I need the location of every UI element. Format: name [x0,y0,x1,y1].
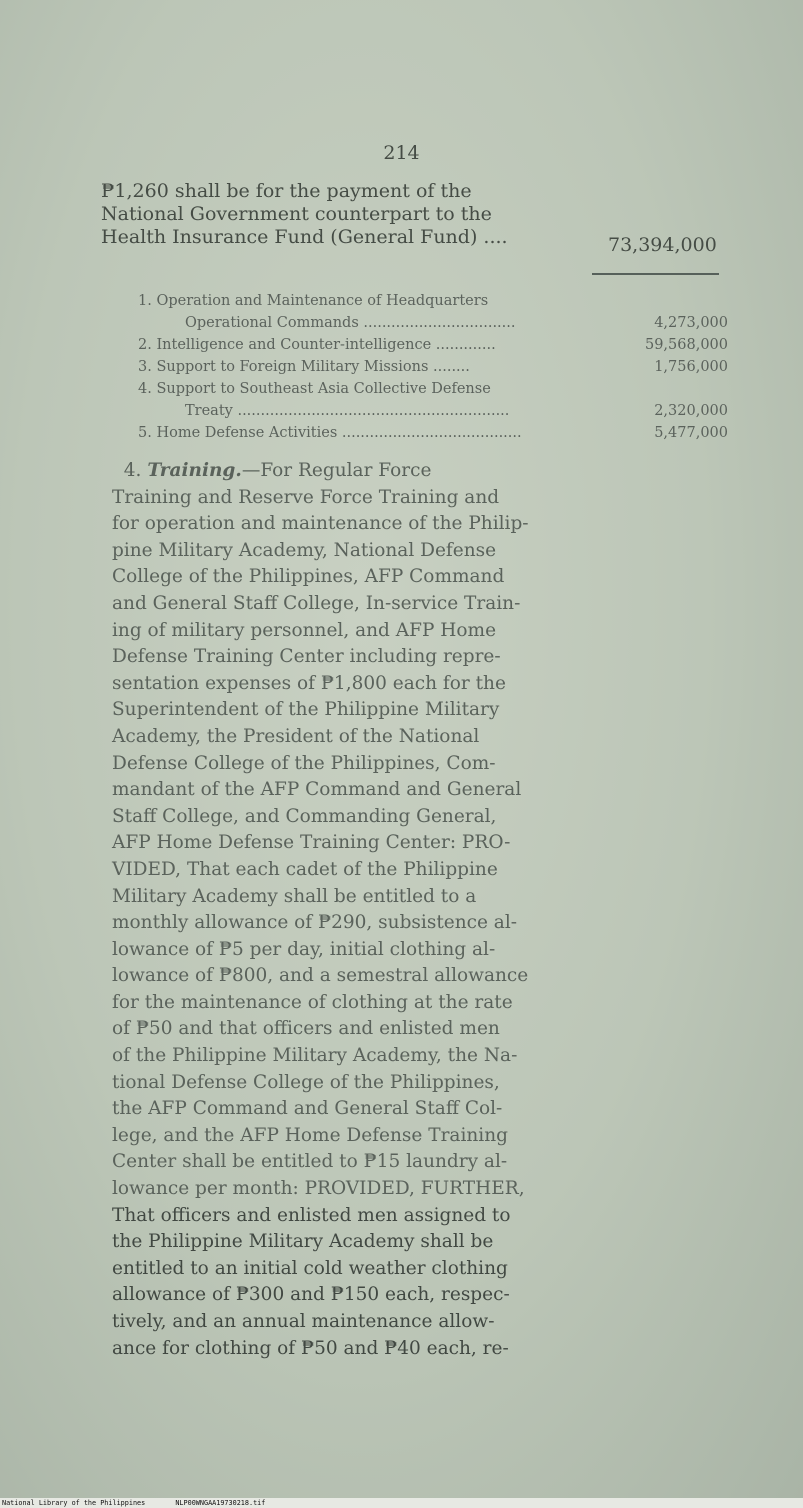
body-line: College of the Philippines, AFP Command [112,566,505,588]
item-amount: 4,273,000 [654,315,728,331]
item-amount: 2,320,000 [654,403,728,419]
item-row [138,378,728,400]
item-label: Treaty ........................................................... [185,403,510,419]
footer-library: National Library of the Philippines [2,1499,146,1507]
item-row [138,400,728,422]
heading-title: Training. [147,460,242,481]
body-line: VIDED, That each cadet of the Philippine [112,858,498,880]
body-line: Defense College of the Philippines, Com- [112,752,496,774]
body-line: for operation and maintenance of the Philip- [112,513,529,535]
body-line: lowance per month: PROVIDED, FURTHER, [112,1178,525,1200]
intro-line: National Government counterpart to the [101,203,492,225]
item-amount: 5,477,000 [654,425,728,441]
item-row [138,290,728,312]
training-paragraph [112,458,582,1362]
page-number: 214 [383,142,420,164]
item-row [138,356,728,378]
body-line: lege, and the AFP Home Defense Training [112,1124,508,1146]
item-amount: 1,756,000 [654,359,728,375]
item-label: Operational Commands ................................. [185,315,516,331]
body-line: mandant of the AFP Command and General [112,779,522,801]
body-line: lowance of ₱5 per day, initial clothing al- [112,938,496,960]
total-rule [592,273,719,275]
body-line: ing of military personnel, and AFP Home [112,619,497,641]
intro-paragraph [101,180,571,249]
body-line: lowance of ₱800, and a semestral allowance [112,965,529,987]
body-line: Academy, the President of the National [112,725,480,747]
item-amount: 59,568,000 [644,337,728,353]
item-label: 5. Home Defense Activities ....................................... [138,425,522,441]
body-line: for the maintenance of clothing at the rate [112,991,513,1013]
body-line: entitled to an initial cold weather clothing [112,1257,508,1279]
body-line: Staff College, and Commanding General, [112,805,497,827]
body-line: the Philippine Military Academy shall be [112,1231,494,1253]
item-row [138,334,728,356]
body-line: Military Academy shall be entitled to a [112,885,477,907]
body-line: Training and Reserve Force Training and [112,486,500,508]
body-line: ance for clothing of ₱50 and ₱40 each, re- [112,1337,509,1359]
body-line: monthly allowance of ₱290, subsistence al- [112,912,518,934]
body-line: Defense Training Center including repre- [112,646,501,668]
body-line: the AFP Command and General Staff Col- [112,1098,503,1120]
body-line: allowance of ₱300 and ₱150 each, respec- [112,1284,510,1306]
item-row [138,422,728,444]
item-label: 3. Support to Foreign Military Missions ........ [138,359,470,375]
item-label: 1. Operation and Maintenance of Headquarters [138,293,489,309]
body-line: of ₱50 and that officers and enlisted men [112,1018,500,1040]
intro-amount: 73,394,000 [608,234,717,256]
heading-number: 4. [123,460,142,481]
appropriation-items [138,290,728,444]
item-row [138,312,728,334]
item-label: 2. Intelligence and Counter-intelligence ............. [138,337,496,353]
body-line: of the Philippine Military Academy, the Na- [112,1045,518,1067]
body-line: pine Military Academy, National Defense [112,539,497,561]
intro-line: ₱1,260 shall be for the payment of the [101,180,472,202]
body-line: Center shall be entitled to ₱15 laundry al- [112,1151,508,1173]
heading-rest: —For Regular Force [241,460,432,481]
body-line: and General Staff College, In-service Train- [112,592,521,614]
scan-footer [0,1498,803,1508]
body-line: tional Defense College of the Philippines, [112,1071,500,1093]
body-line: That officers and enlisted men assigned to [112,1204,511,1226]
paragraph-heading-line [112,458,582,485]
body-line: AFP Home Defense Training Center: PRO- [112,832,511,854]
body-line: Superintendent of the Philippine Military [112,699,500,721]
item-label: 4. Support to Southeast Asia Collective Defense [138,381,491,397]
footer-file: NLP00WNGAA19730218.tif [175,1499,266,1507]
body-line: tively, and an annual maintenance allow- [112,1311,495,1332]
intro-line: Health Insurance Fund (General Fund) .... [101,226,508,248]
body-line: sentation expenses of ₱1,800 each for the [112,672,506,694]
